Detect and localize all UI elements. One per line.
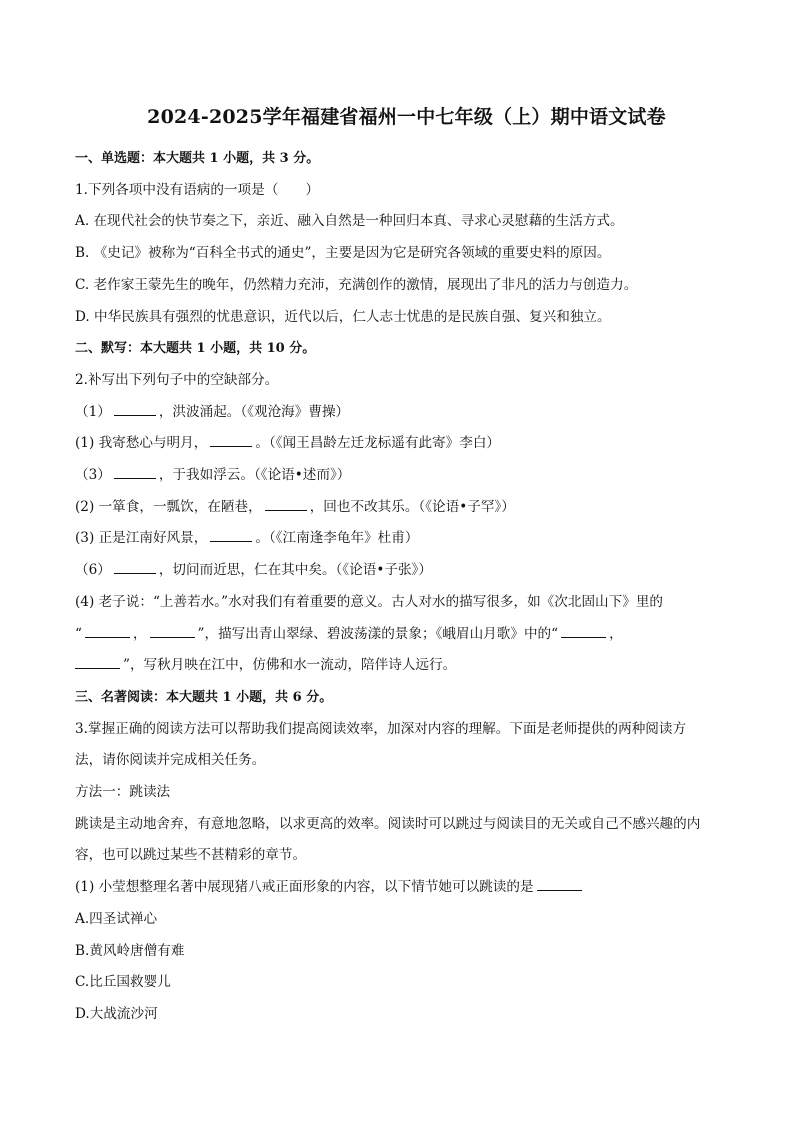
answer-blank[interactable] [210,433,252,447]
answer-blank[interactable] [114,465,156,479]
dictation-item-prefix: (1) 我寄愁心与明月， [75,435,208,452]
dictation-item-prefix: （1） [75,403,111,420]
sub-question-text: (1) 小莹想整理名著中展现猪八戒正面形象的内容，以下情节她可以跳读的是 [75,879,534,896]
dictation-item-water-line3 [75,650,738,682]
method-1-title: 方法一：跳读法 [75,784,171,801]
question-1-option-b: B. 《史记》被称为“百科全书式的通史”，主要是因为它是研究各领域的重要史料的原因。 [75,245,611,262]
answer-blank[interactable] [210,528,252,542]
dictation-item-suffix: 。（《江南逢李龟年》杜甫） [255,530,419,547]
question-3-text-line1: 3.掌握正确的阅读方法可以帮助我们提高阅读效率，加深对内容的理解。下面是老师提供的两种阅读方 [75,720,687,737]
dictation-item-prefix: （6） [75,562,111,579]
question-1-option-c: C. 老作家王蒙先生的晚年，仍然精力充沛，充满创作的激情，展现出了非凡的活力与创造力。 [75,276,638,293]
dictation-item [75,460,738,492]
answer-blank[interactable] [150,624,195,638]
dictation-item [75,492,738,524]
dictation-item [75,397,738,429]
dictation-item-text: ”，描写出青山翠绿、碧波荡漾的景象；《峨眉山月歌》中的“ [197,625,559,642]
dictation-item-text: ”，写秋月映在江中，仿佛和水一流动，陪伴诗人远行。 [123,657,457,674]
question-1-option-a: A. 在现代社会的快节奏之下，亲近、融入自然是一种回归本真、寻求心灵慰藉的生活方式。 [75,213,624,230]
dictation-item-suffix: ，切问而近思，仁在其中矣。（《论语•子张》） [158,562,432,579]
method-1-description-line1: 跳读是主动地舍弃，有意地忽略，以求更高的效率。阅读时可以跳过与阅读目的无关或自己不感兴趣的内 [75,815,701,832]
comma: ， [132,625,147,642]
answer-blank[interactable] [114,402,156,416]
open-quote: “ [75,625,82,642]
answer-blank[interactable] [114,560,156,574]
dictation-item-prefix: （3） [75,467,111,484]
question-3-text-line2: 法，请你阅读并完成相关任务。 [75,752,266,769]
comma: ， [609,625,623,642]
dictation-item-suffix: ，洪波涌起。（《观沧海》曹操） [158,403,350,420]
question-1-option-d: D. 中华民族具有强烈的忧患意识，近代以后，仁人志士忧患的是民族自强、复兴和独立。 [75,308,611,325]
dictation-item-water-line1: (4) 老子说：“上善若水。”水对我们有着重要的意义。古人对水的描写很多，如《次北固山下》里的 [75,593,664,610]
dictation-item-suffix: 。（《闻王昌龄左迁龙标遥有此寄》李白） [255,435,501,452]
dictation-item [75,428,738,460]
answer-blank[interactable] [85,624,130,638]
dictation-item-suffix: ，于我如浮云。（《论语•述而》） [158,467,351,484]
answer-blank[interactable] [265,497,307,511]
answer-blank[interactable] [561,624,606,638]
question-3-option-a: A.四圣试禅心 [75,910,158,927]
question-3-sub-1 [75,872,738,904]
section-heading-single-choice: 一、单选题：本大题共 1 小题，共 3 分。 [75,151,320,166]
question-1-text: 1.下列各项中没有语病的一项是（ ） [75,181,320,198]
dictation-item [75,555,738,587]
dictation-item-water-line2 [75,619,738,651]
question-3-option-d: D.大战流沙河 [75,1005,158,1022]
dictation-item-prefix: (3) 正是江南好风景， [75,530,208,547]
answer-blank[interactable] [75,655,120,669]
section-heading-dictation: 二、默写：本大题共 1 小题，共 10 分。 [75,341,316,357]
section-heading-classic-reading: 三、名著阅读：本大题共 1 小题，共 6 分。 [75,689,333,705]
question-3-option-b: B.黄风岭唐僧有难 [75,942,185,959]
method-1-description-line2: 容，也可以跳过某些不甚精彩的章节。 [75,847,307,864]
page-title: 2024-2025学年福建省福州一中七年级（上）期中语文试卷 [147,106,666,128]
dictation-item-suffix: ，回也不改其乐。（《论语•子罕》） [309,498,515,515]
dictation-item [75,523,738,555]
question-3-option-c: C.比丘国救婴儿 [75,974,171,991]
answer-blank[interactable] [537,877,582,891]
dictation-item-prefix: (2) 一箪食，一瓢饮，在陋巷， [75,498,262,515]
question-2-text: 2.补写出下列句子中的空缺部分。 [75,371,279,388]
